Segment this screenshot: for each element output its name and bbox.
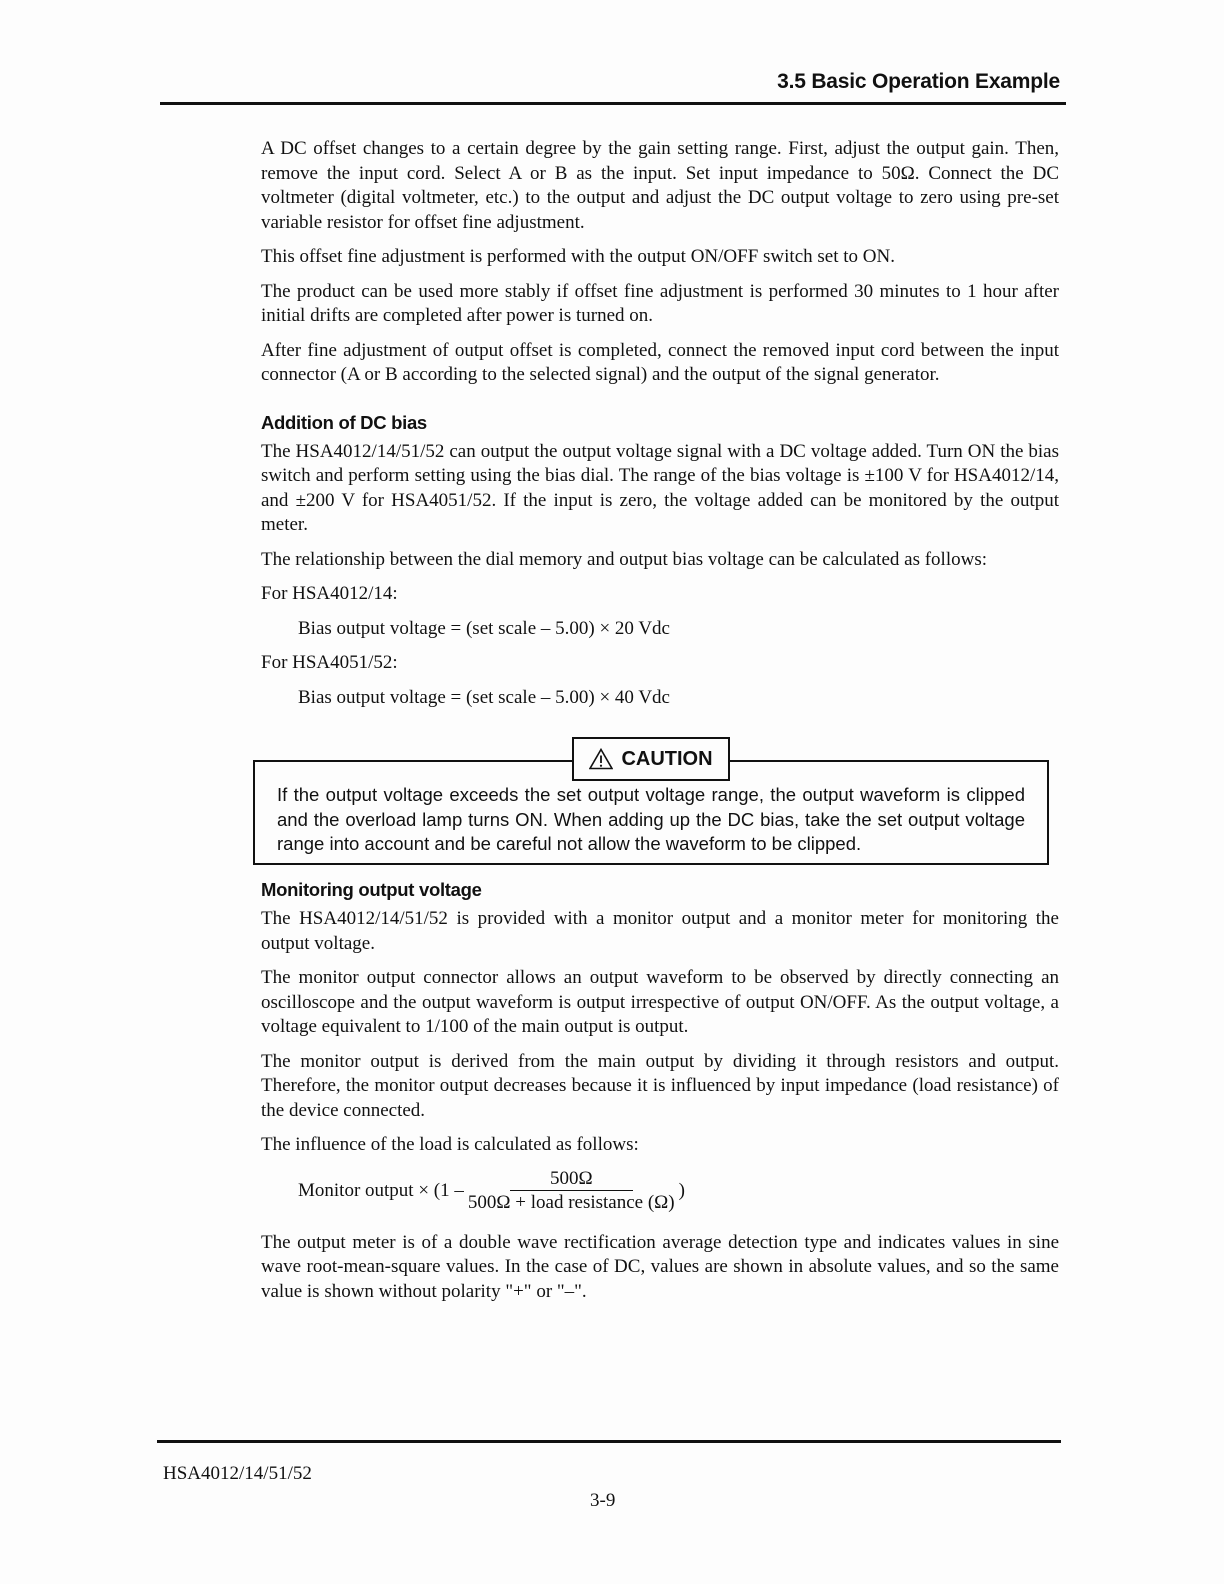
- monitoring-paragraph-2: The monitor output connector allows an output waveform to be observed by directly connecting an oscilloscope and the output waveform is output irrespective of output ON/OFF. As the output voltage, a voltage equivalent to 1/100 of the main output is output.: [261, 967, 1059, 1037]
- intro-paragraph-1: A DC offset changes to a certain degree by the gain setting range. First, adjust the output gain. Then, remove the input cord. Select A or B as the input. Set input impedance to 50Ω. Connect the DC voltmeter (digital voltmeter, etc.) to the output and adjust the DC output voltage to zero using pre-set variable resistor for offset fine adjustment.: [261, 138, 1059, 233]
- monitoring-paragraph-3: The monitor output is derived from the main output by dividing it through resistors and output. Therefore, the monitor output decreases because it is influenced by input impedance (load resistance) of the device connected.: [261, 1050, 1059, 1121]
- caution-label-box: [572, 737, 730, 781]
- formula-prefix: Monitor output × (1 –: [298, 1180, 464, 1201]
- page-header: [160, 68, 1066, 105]
- section-title: 3.5 Basic Operation Example: [777, 70, 1060, 93]
- formula-suffix: ): [678, 1180, 685, 1201]
- intro-paragraph-2: This offset fine adjustment is performed with the output ON/OFF switch set to ON.: [261, 246, 895, 267]
- dc-bias-paragraph-2: The relationship between the dial memory and output bias voltage can be calculated as follows:: [261, 548, 987, 570]
- bias-formula-2: Bias output voltage = (set scale – 5.00) × 40 Vdc: [298, 686, 670, 708]
- intro-paragraph-3: The product can be used more stably if offset fine adjustment is performed 30 minutes to 1 hour after initial drifts are completed after power is turned on.: [261, 280, 1059, 326]
- footer-rule: [157, 1440, 1061, 1443]
- caution-block: [253, 737, 1051, 855]
- monitor-formula: [298, 1168, 1059, 1215]
- dc-bias-paragraph-1: The HSA4012/14/51/52 can output the output voltage signal with a DC voltage added. Turn ON the bias switch and perform setting using the bias dial. The range of the bias voltage is ±100 V for HSA4012/14, and ±200 V for HSA4051/52. If the input is zero, the voltage added can be monitored by the output meter.: [261, 440, 1059, 535]
- page-number: 3-9: [590, 1490, 616, 1511]
- bias-formula-1: Bias output voltage = (set scale – 5.00) × 20 Vdc: [298, 617, 670, 639]
- monitoring-paragraph-5: The output meter is of a double wave rectification average detection type and indicates values in sine wave root-mean-square values. In the case of DC, values are shown in absolute values, and so the same value is shown without polarity "+" or "–".: [261, 1231, 1059, 1302]
- model-label-1: For HSA4012/14:: [261, 583, 398, 604]
- monitoring-paragraph-1: The HSA4012/14/51/52 is provided with a monitor output and a monitor meter for monitoring the output voltage.: [261, 908, 1059, 954]
- footer-model: HSA4012/14/51/52: [163, 1463, 312, 1484]
- warning-triangle-icon: [589, 748, 613, 770]
- dc-bias-heading: Addition of DC bias: [261, 411, 427, 433]
- page-content: [261, 137, 1059, 1314]
- intro-paragraph-4: After fine adjustment of output offset is completed, connect the removed input cord between the input connector (A or B according to the selected signal) and the output of the signal generator.: [261, 339, 1059, 385]
- model-label-2: For HSA4051/52:: [261, 652, 398, 673]
- monitoring-paragraph-4: The influence of the load is calculated as follows:: [261, 1134, 639, 1155]
- formula-numerator: 500Ω: [510, 1168, 633, 1191]
- monitoring-heading: Monitoring output voltage: [261, 879, 482, 900]
- caution-text: If the output voltage exceeds the set output voltage range, the output waveform is clipped and the overload lamp turns ON. When adding up the DC bias, take the set output voltage range into account and be careful not allow the waveform to be clipped.: [277, 784, 1025, 854]
- formula-fraction: [468, 1168, 675, 1215]
- formula-denominator: 500Ω + load resistance (Ω): [467, 1191, 675, 1213]
- caution-label: CAUTION: [621, 747, 713, 770]
